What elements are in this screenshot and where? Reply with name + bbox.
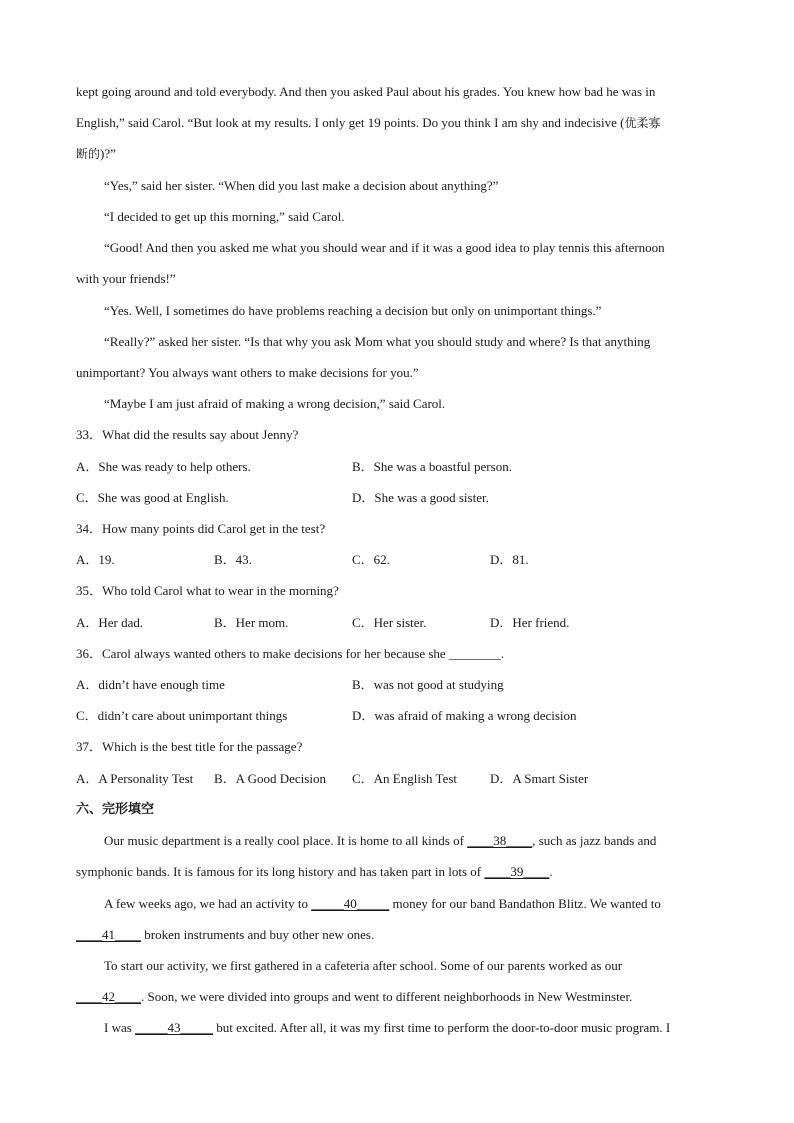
question-33: 33．What did the results say about Jenny? — [76, 427, 299, 442]
option-36-b[interactable]: B．was not good at studying — [352, 677, 504, 692]
question-37: 37．Which is the best title for the passage? — [76, 739, 303, 754]
passage-line: kept going around and told everybody. And then you asked Paul about his grades. You knew how bad he was in — [76, 84, 656, 99]
option-33-c[interactable]: C．She was good at English. — [76, 490, 229, 505]
option-34-d[interactable]: D．81. — [490, 552, 529, 567]
blank-40[interactable]: _____40_____ — [311, 896, 390, 911]
passage-line: “Yes,” said her sister. “When did you last make a decision about anything?” — [104, 178, 499, 193]
option-36-c[interactable]: C．didn’t care about unimportant things — [76, 708, 288, 723]
cjk-gloss-2: 断的 — [76, 147, 101, 161]
section-title: 六、完形填空 — [76, 802, 155, 817]
option-35-c[interactable]: C．Her sister. — [352, 615, 427, 630]
passage-line: “Maybe I am just afraid of making a wrong decision,” said Carol. — [104, 396, 446, 411]
option-36-a[interactable]: A．didn’t have enough time — [76, 677, 225, 692]
option-33-d[interactable]: D．She was a good sister. — [352, 490, 489, 505]
option-37-c[interactable]: C．An English Test — [352, 771, 458, 786]
cloze-line: To start our activity, we first gathered in a cafeteria after school. Some of our parents worked as our — [104, 958, 623, 973]
question-34: 34．How many points did Carol get in the test? — [76, 521, 326, 536]
passage-line: “I decided to get up this morning,” said Carol. — [104, 209, 345, 224]
passage-line: English,” said Carol. “But look at my results. I only get 19 points. Do you think I am shy and indecisive (优柔寡 — [76, 115, 661, 130]
blank-43[interactable]: _____43_____ — [135, 1020, 214, 1035]
cloze-line: ____42____. Soon, we were divided into groups and went to different neighborhoods in New Westminster. — [76, 989, 633, 1004]
option-33-b[interactable]: B．She was a boastful person. — [352, 459, 512, 474]
option-37-d[interactable]: D．A Smart Sister — [490, 771, 589, 786]
option-34-c[interactable]: C．62. — [352, 552, 390, 567]
passage-line: “Yes. Well, I sometimes do have problems reaching a decision but only on unimportant things.” — [104, 303, 602, 318]
option-37-b[interactable]: B．A Good Decision — [214, 771, 326, 786]
cloze-line: symphonic bands. It is famous for its long history and has taken part in lots of ____39____. — [76, 864, 553, 879]
cloze-line: ____41____ broken instruments and buy other new ones. — [76, 927, 375, 942]
option-34-a[interactable]: A．19. — [76, 552, 115, 567]
blank-42[interactable]: ____42____ — [76, 989, 141, 1004]
passage-line: “Good! And then you asked me what you should wear and if it was a good idea to play tennis this afternoon — [104, 240, 665, 255]
cjk-gloss: 优柔寡 — [624, 116, 661, 130]
question-36: 36．Carol always wanted others to make decisions for her because she ________. — [76, 646, 505, 661]
cloze-line: Our music department is a really cool place. It is home to all kinds of ____38____, such as jazz bands and — [104, 833, 657, 848]
passage-line: “Really?” asked her sister. “Is that why you ask Mom what you should study and where? Is that anything — [104, 334, 651, 349]
question-35: 35．Who told Carol what to wear in the morning? — [76, 583, 339, 598]
cloze-line: I was _____43_____ but excited. After all, it was my first time to perform the door-to-door music program. I — [104, 1020, 671, 1035]
blank-38[interactable]: ____38____ — [467, 833, 533, 848]
passage-line: 断的)?” — [76, 146, 116, 161]
cloze-line: A few weeks ago, we had an activity to _____40_____ money for our band Bandathon Blitz. We wanted to — [104, 896, 661, 911]
option-35-a[interactable]: A．Her dad. — [76, 615, 144, 630]
option-36-d[interactable]: D．was afraid of making a wrong decision — [352, 708, 577, 723]
option-34-b[interactable]: B．43. — [214, 552, 252, 567]
blank-39[interactable]: ____39____ — [484, 864, 550, 879]
passage-line: with your friends!” — [76, 271, 176, 286]
option-37-a[interactable]: A．A Personality Test — [76, 771, 194, 786]
option-35-d[interactable]: D．Her friend. — [490, 615, 570, 630]
passage-line: unimportant? You always want others to make decisions for you.” — [76, 365, 419, 380]
blank-41[interactable]: ____41____ — [76, 927, 141, 942]
option-35-b[interactable]: B．Her mom. — [214, 615, 289, 630]
option-33-a[interactable]: A．She was ready to help others. — [76, 459, 251, 474]
